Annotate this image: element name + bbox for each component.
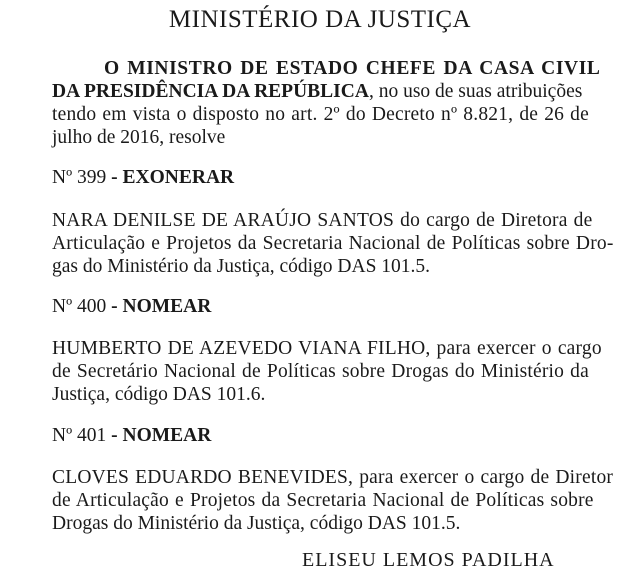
act-400-line-2: de Secretário Nacional de Políticas sobre Drogas do Ministério da <box>52 361 589 382</box>
act-399-line-3: gas do Ministério da Justiça, código DAS 101.5. <box>52 256 431 277</box>
ministry-title: MINISTÉRIO DA JUSTIÇA <box>168 6 472 33</box>
act-401-line-2: de Articulação e Projetos da Secretaria Nacional de Políticas sobre <box>52 490 594 511</box>
intro-line-1 <box>104 57 601 81</box>
act-heading-401 <box>52 424 211 448</box>
act-separator: - <box>106 296 123 317</box>
act-401-line-1: CLOVES EDUARDO BENEVIDES, para exercer o cargo de Diretor <box>52 467 614 488</box>
act-action: NOMEAR <box>122 296 212 317</box>
act-400-line-1: HUMBERTO DE AZEVEDO VIANA FILHO, para exercer o cargo <box>52 338 602 359</box>
act-400-line-3: Justiça, código DAS 101.6. <box>52 384 266 405</box>
act-heading-399 <box>52 166 234 190</box>
intro-line-4: julho de 2016, resolve <box>52 127 226 148</box>
act-399-line-2: Articulação e Projetos da Secretaria Nacional de Políticas sobre Dro- <box>52 233 614 254</box>
act-action: EXONERAR <box>122 167 235 188</box>
intro-attributions: , no uso de suas atribuições <box>368 81 583 102</box>
signature-name: ELISEU LEMOS PADILHA <box>302 549 555 571</box>
act-399-line-1: NARA DENILSE DE ARAÚJO SANTOS do cargo de Diretora de <box>52 210 593 231</box>
act-heading-400 <box>52 295 211 319</box>
intro-line-2 <box>52 80 582 104</box>
act-number: Nº 400 <box>52 296 107 317</box>
act-action: NOMEAR <box>122 425 212 446</box>
intro-heading: O MINISTRO DE ESTADO CHEFE DA CASA CIVIL <box>104 58 601 79</box>
act-number: Nº 399 <box>52 167 107 188</box>
intro-presidency: DA PRESIDÊNCIA DA REPÚBLICA <box>52 81 369 102</box>
intro-line-3: tendo em vista o disposto no art. 2º do Decreto nº 8.821, de 26 de <box>52 104 589 125</box>
act-401-line-3: Drogas do Ministério da Justiça, código DAS 101.5. <box>52 513 461 534</box>
act-separator: - <box>106 167 123 188</box>
act-separator: - <box>106 425 123 446</box>
act-number: Nº 401 <box>52 425 107 446</box>
